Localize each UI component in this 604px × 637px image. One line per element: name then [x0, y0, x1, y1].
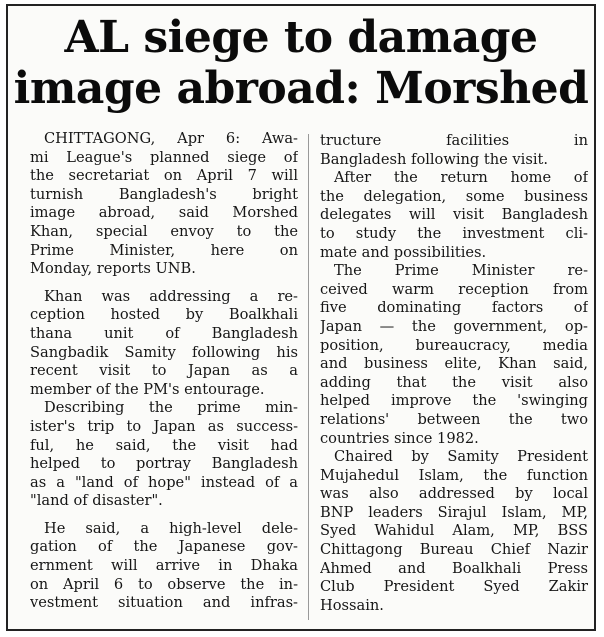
- newspaper-clipping: [6, 4, 596, 631]
- text-line: adding that the visit also: [320, 373, 588, 391]
- article-column-left: [30, 130, 298, 613]
- text-line: turnish Bangladesh's bright: [30, 185, 298, 203]
- column-divider: [308, 134, 309, 620]
- text-line: mate and possibilities.: [320, 243, 487, 261]
- text-line: Khan was addressing a re-: [44, 287, 298, 305]
- text-line: Khan, special envoy to the: [30, 222, 298, 240]
- text-line: ception hosted by Boalkhali: [30, 306, 298, 324]
- text-line: delegates will visit Bangladesh: [320, 206, 588, 224]
- text-line: countries since 1982.: [320, 429, 479, 447]
- text-line: The Prime Minister re-: [334, 262, 588, 280]
- headline-line-2: image abroad: Morshed: [13, 63, 589, 114]
- text-line: CHITTAGONG, Apr 6: Awa-: [44, 130, 298, 147]
- text-line: on April 6 to observe the in-: [30, 575, 298, 593]
- text-line: Prime Minister, here on: [30, 241, 298, 259]
- text-line: the secretariat on April 7 will: [30, 167, 298, 185]
- text-line: to study the investment cli-: [320, 224, 588, 242]
- text-line: as a "land of hope" instead of a: [30, 473, 298, 491]
- article-column-right: [320, 132, 588, 615]
- text-line: ister's trip to Japan as success-: [30, 417, 298, 435]
- text-line: vestment situation and infras-: [30, 594, 298, 612]
- text-line: ernment will arrive in Dhaka: [30, 557, 298, 575]
- text-line: relations' between the two: [320, 410, 588, 428]
- text-line: recent visit to Japan as a: [30, 362, 298, 380]
- text-line: five dominating factors of: [320, 299, 588, 317]
- text-line: member of the PM's entourage.: [30, 380, 265, 398]
- text-line: Japan — the government, op-: [320, 317, 588, 335]
- text-line: Syed Wahidul Alam, MP, BSS: [320, 522, 588, 540]
- text-line: "land of disaster".: [30, 492, 163, 510]
- text-line: the delegation, some business: [320, 187, 588, 205]
- text-line: was also addressed by local: [320, 485, 588, 503]
- text-line: thana unit of Bangladesh: [30, 324, 298, 342]
- text-line: ful, he said, the visit had: [30, 436, 298, 454]
- text-line: Bangladesh following the visit.: [320, 150, 548, 168]
- text-line: After the return home of: [334, 169, 588, 187]
- text-line: and business elite, Khan said,: [320, 355, 588, 373]
- text-line: ceived warm reception from: [320, 280, 588, 298]
- text-line: Chittagong Bureau Chief Nazir: [320, 541, 588, 559]
- text-line: BNP leaders Sirajul Islam, MP,: [320, 503, 588, 521]
- text-line: helped to portray Bangladesh: [30, 455, 298, 473]
- text-line: Hossain.: [320, 596, 384, 614]
- text-line: Describing the prime min-: [44, 399, 298, 417]
- text-line: position, bureaucracy, media: [320, 336, 588, 354]
- headline-line-1: AL siege to damage: [64, 12, 538, 63]
- text-line: image abroad, said Morshed: [30, 204, 298, 222]
- text-line: helped improve the 'swinging: [320, 392, 588, 410]
- text-line: Monday, reports UNB.: [30, 260, 196, 278]
- text-line: tructure facilities in: [320, 132, 588, 149]
- text-line: Ahmed and Boalkhali Press: [320, 559, 588, 577]
- headline: [8, 12, 594, 114]
- text-line: mi League's planned siege of: [30, 148, 298, 166]
- text-line: Club President Syed Zakir: [320, 578, 588, 596]
- text-line: Sangbadik Samity following his: [30, 343, 298, 361]
- text-line: He said, a high-level dele-: [44, 519, 298, 537]
- text-line: Mujahedul Islam, the function: [320, 466, 588, 484]
- text-line: Chaired by Samity President: [334, 448, 588, 466]
- text-line: gation of the Japanese gov-: [30, 538, 298, 556]
